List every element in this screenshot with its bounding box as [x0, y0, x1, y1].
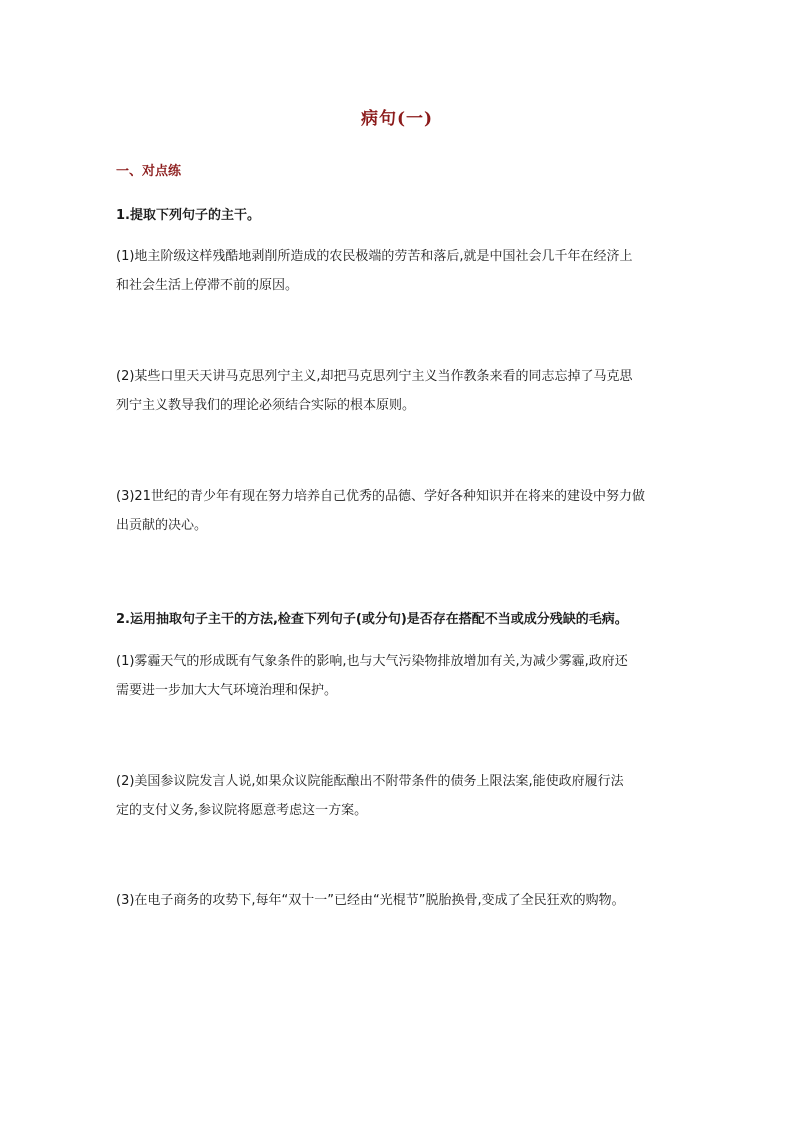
- question-1-item-3: (3)21世纪的青少年有现在努力培养自己优秀的品德、学好各种知识并在将来的建设中努力做 出贡献的决心。: [116, 489, 645, 533]
- question-2-item-2: (2)美国参议院发言人说,如果众议院能酝酿出不附带条件的债务上限法案,能使政府履行法 定的支付义务,参议院将愿意考虑这一方案。: [116, 774, 624, 818]
- question-2-prompt: 2.运用抽取句子主干的方法,检查下列句子(或分句)是否存在搭配不当或成分残缺的毛病。: [116, 612, 628, 627]
- question-2-item-3: (3)在电子商务的攻势下,每年“双十一”已经由“光棍节”脱胎换骨,变成了全民狂欢的购物。: [116, 893, 625, 908]
- section-heading: 一、对点练: [116, 164, 182, 179]
- question-1-item-1: (1)地主阶级这样残酷地剥削所造成的农民极端的劳苦和落后,就是中国社会几千年在经济上 和社会生活上停滞不前的原因。: [116, 249, 633, 293]
- page-title: 病句(一): [360, 109, 434, 129]
- question-1-item-2: (2)某些口里天天讲马克思列宁主义,却把马克思列宁主义当作教条来看的同志忘掉了马克思 列宁主义教导我们的理论必须结合实际的根本原则。: [116, 369, 633, 413]
- question-2-item-1: (1)雾霾天气的形成既有气象条件的影响,也与大气污染物排放增加有关,为减少雾霾,政府还 需要进一步加大大气环境治理和保护。: [116, 654, 628, 698]
- question-1-prompt: 1.提取下列句子的主干。: [116, 208, 260, 223]
